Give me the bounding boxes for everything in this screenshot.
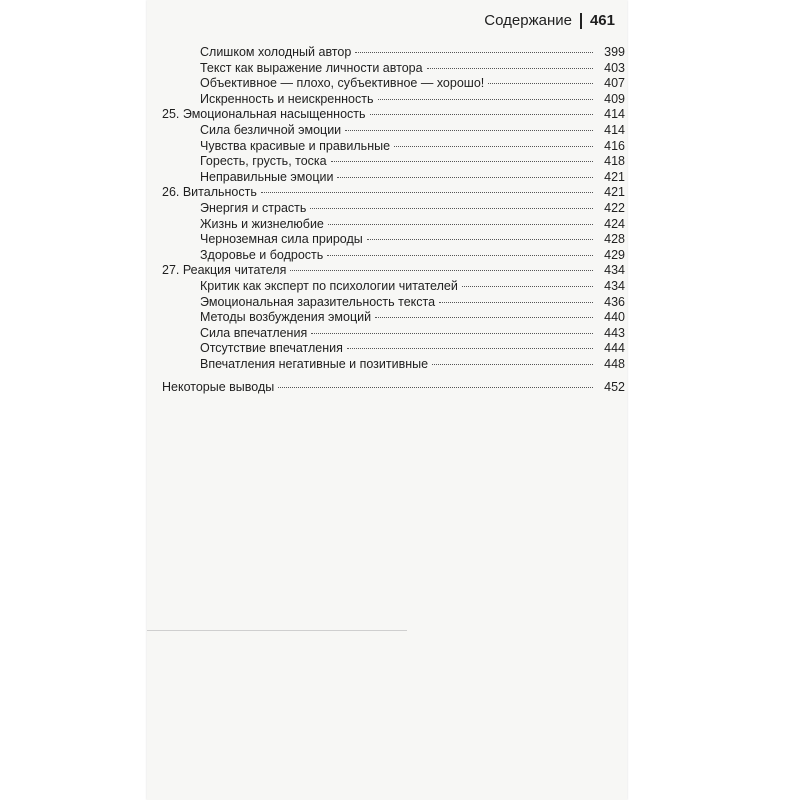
dot-leader	[432, 364, 593, 365]
dot-leader	[347, 348, 593, 349]
dot-leader	[327, 255, 593, 256]
toc-chapter-entry	[162, 185, 625, 201]
toc-entry-page: 436	[604, 294, 625, 309]
toc-chapter-entry	[162, 263, 625, 279]
toc-section-entry	[162, 232, 625, 248]
dot-leader	[488, 83, 593, 84]
dot-leader	[355, 52, 593, 53]
toc-entry-title: Чувства красивые и правильные	[200, 138, 391, 153]
toc-entry-page: 424	[604, 216, 625, 231]
dot-leader	[439, 302, 593, 303]
toc-entry-page: 422	[604, 200, 625, 215]
toc-entry-title: Энергия и страсть	[200, 200, 307, 215]
toc-section-entry	[162, 310, 625, 326]
toc-entry-page: 444	[604, 341, 625, 356]
toc-entry-page: 421	[604, 185, 625, 200]
book-page	[147, 0, 627, 800]
running-header	[484, 12, 615, 29]
table-of-contents	[162, 45, 625, 396]
toc-entry-title: Здоровье и бодрость	[200, 247, 324, 262]
toc-section-entry	[162, 45, 625, 61]
dot-leader	[462, 286, 593, 287]
toc-entry-page: 452	[604, 380, 625, 395]
toc-entry-title: Отсутствие впечатления	[200, 341, 343, 356]
toc-entry-title: 27. Реакция читателя	[162, 263, 287, 278]
toc-section-entry	[162, 139, 625, 155]
toc-section-entry	[162, 217, 625, 233]
header-title: Содержание	[484, 12, 572, 29]
toc-entry-title: Неправильные эмоции	[200, 169, 334, 184]
dot-leader	[345, 130, 593, 131]
toc-entry-page: 403	[604, 60, 625, 75]
toc-entry-title: Эмоциональная заразительность текста	[200, 294, 436, 309]
toc-entry-page: 421	[604, 169, 625, 184]
toc-entry-page: 434	[604, 263, 625, 278]
dot-leader	[394, 146, 593, 147]
toc-entry-title: Впечатления негативные и позитивные	[200, 356, 429, 371]
dot-leader	[261, 192, 593, 193]
toc-section-entry	[162, 279, 625, 295]
toc-section-entry	[162, 61, 625, 77]
toc-entry-title: Сила безличной эмоции	[200, 122, 342, 137]
toc-section-entry	[162, 92, 625, 108]
toc-section-entry	[162, 201, 625, 217]
toc-entry-page: 434	[604, 278, 625, 293]
toc-entry-title: Горесть, грусть, тоска	[200, 154, 327, 169]
toc-entry-title: Некоторые выводы	[162, 380, 275, 395]
toc-entry-title: Текст как выражение личности автора	[200, 60, 423, 75]
toc-entry-page: 414	[604, 107, 625, 122]
dot-leader	[378, 99, 594, 100]
toc-entry-title: Методы возбуждения эмоций	[200, 310, 372, 325]
toc-section-entry	[162, 326, 625, 342]
toc-entry-title: Слишком холодный автор	[200, 45, 352, 59]
dot-leader	[337, 177, 593, 178]
toc-entry-page: 416	[604, 138, 625, 153]
toc-entry-page: 443	[604, 325, 625, 340]
toc-entry-title: Жизнь и жизнелюбие	[200, 216, 324, 231]
dot-leader	[370, 114, 593, 115]
dot-leader	[290, 270, 593, 271]
dot-leader	[375, 317, 593, 318]
dot-leader	[427, 68, 593, 69]
toc-section-entry	[162, 170, 625, 186]
toc-entry-page: 407	[604, 76, 625, 91]
toc-section-entry	[162, 154, 625, 170]
toc-entry-page: 429	[604, 247, 625, 262]
dot-leader	[311, 333, 593, 334]
toc-entry-page: 428	[604, 232, 625, 247]
toc-entry-title: 25. Эмоциональная насыщенность	[162, 107, 366, 122]
toc-section-entry	[162, 295, 625, 311]
toc-entry-page: 414	[604, 122, 625, 137]
bleed-through-rule	[147, 630, 407, 631]
dot-leader	[331, 161, 593, 162]
toc-entry-page: 418	[604, 154, 625, 169]
dot-leader	[328, 224, 593, 225]
toc-entry-page: 399	[604, 45, 625, 59]
header-separator	[580, 13, 582, 29]
toc-section-entry	[162, 76, 625, 92]
toc-entry-title: Объективное — плохо, субъективное — хорошо!	[200, 76, 485, 91]
dot-leader	[310, 208, 593, 209]
toc-entry-title: Искренность и неискренность	[200, 91, 374, 106]
toc-entry-page: 409	[604, 91, 625, 106]
toc-entry-page: 448	[604, 356, 625, 371]
toc-section-entry	[162, 123, 625, 139]
toc-entry-page: 440	[604, 310, 625, 325]
toc-section-entry	[162, 248, 625, 264]
toc-entry-title: Критик как эксперт по психологии читателей	[200, 278, 458, 293]
toc-section-entry	[162, 357, 625, 373]
toc-entry-title: Сила впечатления	[200, 325, 308, 340]
dot-leader	[367, 239, 593, 240]
dot-leader	[278, 387, 593, 388]
toc-section-entry	[162, 341, 625, 357]
toc-chapter-entry	[162, 380, 625, 396]
page-number: 461	[589, 12, 615, 29]
toc-entry-title: Черноземная сила природы	[200, 232, 363, 247]
toc-entry-title: 26. Витальность	[162, 185, 257, 200]
toc-chapter-entry	[162, 107, 625, 123]
